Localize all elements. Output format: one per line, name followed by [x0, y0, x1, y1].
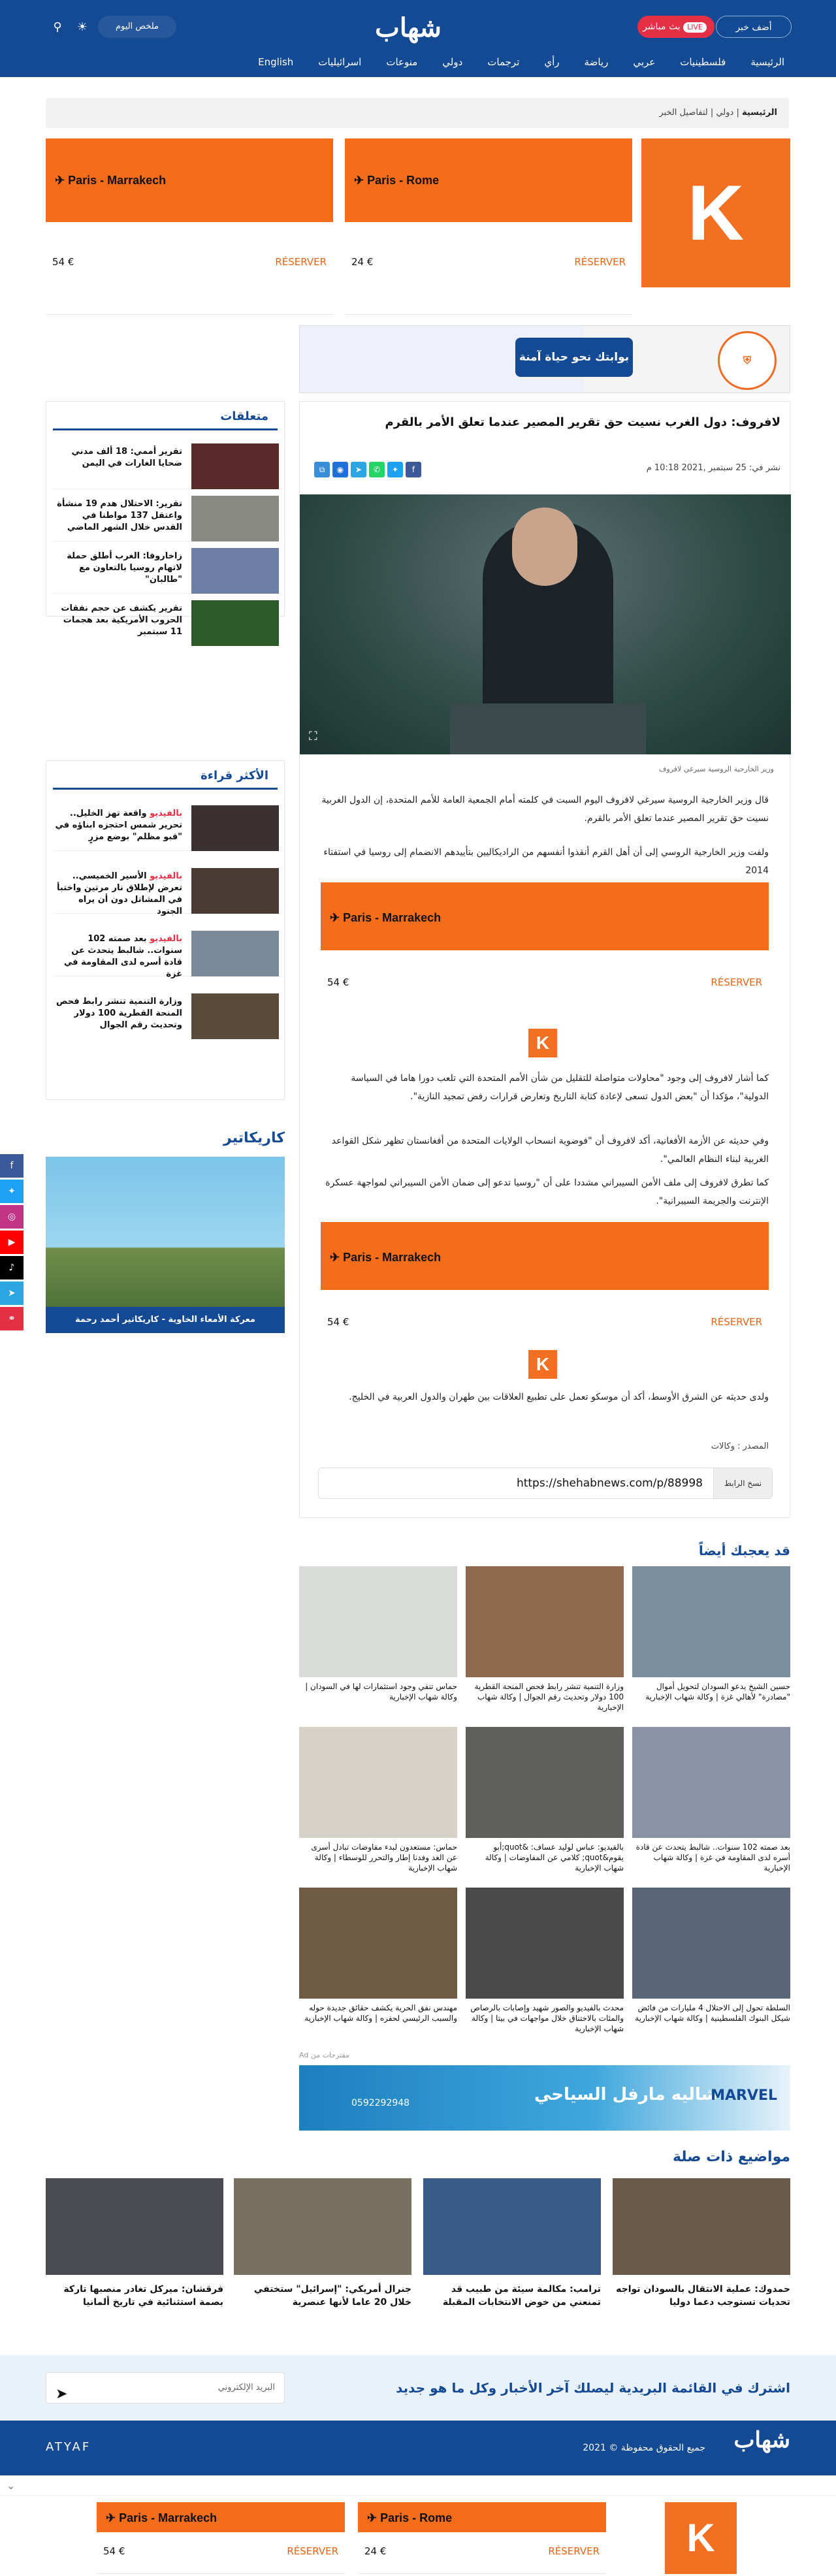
ad-k-logo[interactable]: K	[665, 2502, 737, 2574]
send-icon[interactable]: ➤	[56, 2386, 68, 2402]
related-title: مواضيع ذات صلة	[672, 2149, 790, 2165]
item-title: حماس تنفي وجود استثمارات لها في السودان | وكالة شهاب الإخبارية	[305, 1682, 457, 1701]
sun-icon[interactable]: ☀	[76, 20, 88, 34]
footer-logo[interactable]: شهاب	[733, 2427, 790, 2453]
nav-misc[interactable]: منوعات	[386, 56, 418, 68]
main-nav	[78, 52, 797, 72]
copyright: جميع الحقوق محفوظة © 2021	[583, 2443, 705, 2453]
banner-ad[interactable]	[299, 325, 790, 393]
live-button[interactable]	[637, 16, 715, 38]
sidebar-item[interactable]	[53, 865, 279, 914]
sponsor-label: Ad مقترحات من	[299, 2051, 349, 2059]
telegram-icon[interactable]: ➤	[351, 462, 366, 477]
whatsapp-icon[interactable]: ✆	[369, 462, 385, 477]
article-source: المصدر : وكالات	[711, 1441, 769, 1451]
article	[299, 401, 790, 1518]
tiktok-icon[interactable]: ♪	[0, 1256, 24, 1280]
item-title: حمدوك: عملية الانتقال بالسودان تواجه تحديات تستوجب دعما دوليا	[616, 2284, 790, 2308]
thumbnail	[191, 805, 279, 851]
item-title: فرقشان: ميركل تغادر منصبها تاركة بصمة استثنائية في تاريخ ألمانيا	[63, 2284, 223, 2308]
item-title: جنرال أمريكي: "إسرائيل" ستختفي خلال 20 عاما لأنها عنصرية	[253, 2284, 411, 2308]
fullscreen-icon[interactable]: ⛶	[309, 730, 317, 743]
sponsor-phone: 0592292948	[351, 2098, 410, 2108]
ad-k-logo[interactable]: K	[528, 1350, 557, 1379]
breadcrumb	[46, 98, 789, 128]
sidebar-related	[46, 401, 285, 637]
nav-international[interactable]: دولي	[442, 56, 463, 68]
sidebar-item-text: تقرير يكشف عن حجم نفقات الحروب الأمريكية بعد هجمات 11 سبتمبر	[61, 604, 182, 637]
article-paragraph: ولدى حديثه عن الشرق الأوسط، أكد أن موسكو تعمل على تطبيع العلاقات بين طهران والدول العربية في الخليج.	[349, 1392, 769, 1402]
thumbnail	[46, 2178, 223, 2275]
ad-route: ✈ Paris - Rome	[358, 2502, 606, 2532]
twitter-icon[interactable]: ✦	[387, 462, 403, 477]
thumbnail	[191, 931, 279, 976]
newsletter-bar	[0, 2355, 836, 2421]
nav-translations[interactable]: ترجمات	[487, 56, 520, 68]
inline-ad[interactable]	[321, 882, 769, 1000]
item-title: حسين الشيخ يدعو السودان لتحويل أموال "مصادرة" لأهالي غزة | وكالة شهاب الإخبارية	[645, 1682, 790, 1701]
ad-price: 54 €	[103, 2545, 125, 2557]
sidebar-item-text: تقرير: الاحتلال هدم 19 منشأة واعتقل 137 مواطنا في القدس خلال الشهر الماضي	[57, 499, 182, 532]
ad-reserve[interactable]: RÉSERVER	[711, 976, 762, 988]
sponsored-ad[interactable]	[299, 2051, 790, 2136]
breadcrumb-sep: |	[710, 108, 714, 118]
sponsor-text: شاليه مارفل السياحي	[534, 2085, 718, 2104]
nav-sport[interactable]: رياضة	[584, 56, 609, 68]
ad-k-logo[interactable]: K	[641, 138, 790, 287]
thumbnail	[632, 1727, 790, 1838]
nav-opinion[interactable]: رأي	[544, 56, 560, 68]
site-header	[0, 0, 836, 77]
speaker-head	[512, 507, 577, 586]
sidebar-title: الأكثر قراءة	[53, 761, 278, 790]
daily-summary-button[interactable]: ملخص اليوم	[98, 16, 176, 38]
email-field[interactable]: البريد الإلكتروني ➤	[46, 2372, 285, 2404]
short-link[interactable]: https://shehabnews.com/p/88998	[516, 1477, 703, 1490]
twitter-icon[interactable]: ✦	[0, 1180, 24, 1203]
thumbnail	[466, 1888, 624, 1999]
item-title: بعد صمته 102 سنوات.. شالبط يتحدث عن قادة أسره لدى المقاومة في غزة | وكالة شهاب الإخبارية	[635, 1843, 790, 1873]
copy-icon[interactable]: ⧉	[314, 462, 330, 477]
may-like-item[interactable]	[299, 1566, 457, 1720]
ad-reserve[interactable]: RÉSERVER	[287, 2545, 338, 2557]
telegram-icon[interactable]: ➤	[0, 1281, 24, 1305]
item-title: محدث بالفيديو والصور شهيد وإصابات بالرصاص والمئات بالاختناق خلال مواجهات في بيتا | وكالة شهاب الإخبارية	[470, 2003, 624, 2033]
ad-price: 24 €	[351, 256, 374, 268]
sidebar-title: متعلقات	[53, 402, 278, 430]
sidebar-item-text: بالفيديو بعد صمته 102 سنوات.. شالبط يتحدث عن قادة أسره لدى المقاومة في غزة	[63, 934, 182, 979]
related-item[interactable]	[423, 2178, 601, 2309]
ad-card[interactable]	[97, 2502, 345, 2574]
breadcrumb-sep: |	[736, 108, 739, 118]
may-like-item[interactable]	[632, 1566, 790, 1720]
article-title: لافروف: دول الغرب نسيت حق تقرير المصير عندما تعلق الأمر بالقرم	[385, 415, 780, 429]
sponsor-image	[299, 2065, 790, 2131]
chevron-down-icon[interactable]: ⌄	[7, 2479, 16, 2492]
thumbnail	[632, 1888, 790, 1999]
sidebar-item-text: زاخاروفا: الغرب أطلق حملة لاتهام روسيا بالتعاون مع "طالبان"	[67, 551, 182, 585]
banner-text: بوابتك نحو حياة آمنة	[515, 338, 633, 377]
item-title: السلطة تحول إلى الاحتلال 4 مليارات من فائض شيكل البنوك الفلسطينية | وكالة شهاب الإخبارية	[635, 2003, 790, 2023]
article-paragraph: وفي حديثه عن الأزمة الأفغانية، أكد لافروف أن "فوضوية انسحاب الولايات المتحدة من أفغانستان تظهر شكل القواعد الغربية لبناء النظام العالمي".	[331, 1136, 769, 1165]
thumbnail	[191, 443, 279, 489]
cartoon-block	[46, 1130, 285, 1333]
may-like-item[interactable]	[466, 1566, 624, 1720]
bottom-ad[interactable]	[97, 2502, 737, 2574]
thumbnail	[299, 1727, 457, 1838]
instagram-icon[interactable]: ◎	[0, 1205, 24, 1229]
ad-route: ✈ Paris - Marrakech	[46, 138, 333, 222]
cartoon-title: كاريكاتير	[223, 1130, 285, 1146]
sidebar-item-text: تقرير أممي: 18 ألف مدني ضحايا الغارات في اليمن	[71, 447, 182, 468]
live-badge: LIVE	[683, 22, 707, 33]
cartoon-image[interactable]	[46, 1157, 285, 1307]
sidebar-most-read	[46, 760, 285, 1100]
sidebar-item[interactable]	[53, 598, 279, 646]
breadcrumb-home[interactable]: الرئيسية	[741, 108, 777, 118]
top-ad[interactable]	[46, 138, 790, 315]
messenger-icon[interactable]: ◉	[332, 462, 348, 477]
thumbnail	[191, 548, 279, 594]
item-title: ترامب: مكالمة سيئة من طبيب قد تمنعني من خوض الانتخابات المقبلة	[442, 2284, 601, 2308]
ad-price: 54 €	[327, 976, 349, 988]
site-footer	[0, 2421, 836, 2475]
ad-route: ✈ Paris - Marrakech	[321, 1222, 769, 1290]
banner-logo: ⛨	[718, 331, 777, 390]
nav-home[interactable]: الرئيسية	[750, 56, 784, 68]
may-like-item[interactable]	[299, 1727, 457, 1881]
ad-reserve[interactable]: RÉSERVER	[275, 256, 327, 268]
image-caption: وزير الخارجية الروسية سيرغي لافروف	[659, 765, 774, 773]
sidebar-item[interactable]	[53, 991, 279, 1039]
may-like-item[interactable]	[466, 1727, 624, 1881]
may-like-item[interactable]	[632, 1727, 790, 1881]
thumbnail	[423, 2178, 601, 2275]
ad-card[interactable]	[358, 2502, 606, 2574]
related-item[interactable]	[613, 2178, 790, 2309]
item-title: حماس: مستعدون لبدء مفاوضات تبادل أسرى عن الغد وفدنا إطار والتحرر للوسطاء | وكالة شهاب الإخبارية	[311, 1843, 457, 1873]
link-icon[interactable]: ⚭	[0, 1307, 24, 1330]
youtube-icon[interactable]: ▶	[0, 1231, 24, 1254]
thumbnail	[613, 2178, 790, 2275]
nav-english[interactable]: English	[258, 56, 294, 68]
nav-israeli[interactable]: اسرائيليات	[318, 56, 362, 68]
copy-link-button[interactable]: نسخ الرابط	[713, 1468, 772, 1498]
nav-palestine[interactable]: فلسطينيات	[680, 56, 726, 68]
article-paragraph: قال وزير الخارجية الروسية سيرغي لافروف اليوم السبت في كلمته أمام الجمعية العامة للأمم المتحدة، إن الدول الغربية نسيت حق تقرير المصير عندما تعلق الأمر بالقرم.	[321, 795, 769, 824]
breadcrumb-detail: لتفاصيل الخبر	[659, 108, 708, 118]
ad-price: 54 €	[327, 1316, 349, 1328]
may-like-item[interactable]	[632, 1888, 790, 2042]
ad-reserve[interactable]: RÉSERVER	[711, 1316, 762, 1328]
podium	[450, 703, 646, 754]
related-item[interactable]	[46, 2178, 223, 2309]
item-title: بالفيديو: عباس لوليد عساف: &quot;أبو يقوم&quot; كلامي عن المفاوضات | وكالة شهاب الإخبارية	[485, 1843, 624, 1873]
atyaf-logo[interactable]: ATYAF	[46, 2440, 91, 2454]
thumbnail	[466, 1727, 624, 1838]
inline-ad[interactable]	[321, 1222, 769, 1340]
sponsor-logo: MARVEL	[711, 2087, 777, 2104]
ad-route: ✈ Paris - Marrakech	[321, 882, 769, 950]
ad-reserve[interactable]: RÉSERVER	[574, 256, 626, 268]
sidebar-item-text: بالفيديو الأسير الخميسي.. تعرض لإطلاق نار مرتين واختبأ في المشاتل دون أن يراه الجنود	[57, 871, 182, 916]
breadcrumb-section[interactable]: دولي	[716, 108, 734, 118]
social-bar	[0, 1154, 24, 1332]
thumbnail	[299, 1888, 457, 1999]
sidebar-item[interactable]	[53, 928, 279, 979]
ad-card[interactable]	[46, 138, 333, 315]
share-bar	[314, 462, 421, 477]
ad-price: 24 €	[364, 2545, 387, 2557]
sticky-bottom-ad	[0, 2495, 836, 2576]
publish-date: نشر في: 25 سبتمبر ,2021 10:18 م	[646, 463, 780, 473]
share-link-box	[318, 1468, 773, 1499]
thumbnail	[234, 2178, 411, 2275]
site-logo[interactable]: شهاب	[375, 12, 442, 43]
ad-card[interactable]	[345, 138, 632, 315]
thumbnail	[466, 1566, 624, 1677]
sidebar-item[interactable]	[53, 803, 279, 851]
facebook-icon[interactable]: f	[0, 1154, 24, 1178]
sidebar-item-text: بالفيديو واقعة تهز الخليل.. تحرير شمس احتجزه ابناؤه في "قبو مظلم" بوضع مزرٍ	[55, 809, 182, 842]
article-paragraph: كما تطرق لافروف إلى ملف الأمن السيبراني مشددا على أن "روسيا تدعو إلى ضمان الأمن السيبراني لمواجهة عسكرة الإنترنت والجريمة السيبرانية".	[325, 1178, 769, 1206]
sidebar-item[interactable]	[53, 545, 279, 594]
search-icon[interactable]: ⚲	[53, 20, 62, 34]
sidebar-item-text: وزارة التنمية تنشر رابط فحص المنحة القطرية 100 دولار وتحديث رقم الجوال	[56, 997, 182, 1030]
thumbnail	[191, 868, 279, 914]
article-paragraph: كما أشار لافروف إلى وجود "محاولات متواصلة للتقليل من شأن الأمم المتحدة التي تلعب دورا هاما في السياسة الدولية"، مؤكدا أن "بعض الدول تسعى لإعادة كتابة التاريخ وتعارض قرارات رفض تمجيد النازية".	[351, 1073, 769, 1102]
sidebar-item[interactable]	[53, 441, 279, 489]
thumbnail	[299, 1566, 457, 1677]
newsletter-title: اشترك في القائمة البريدية ليصلك آخر الأخبار وكل ما هو جديد	[396, 2380, 790, 2396]
ad-price: 54 €	[52, 256, 74, 268]
thumbnail	[632, 1566, 790, 1677]
ad-k-logo[interactable]: K	[528, 1029, 557, 1057]
cartoon-caption[interactable]: معركة الأمعاء الخاوية - كاريكاتير أحمد رحمة	[46, 1307, 285, 1333]
ad-route: ✈ Paris - Rome	[345, 138, 632, 222]
may-like-title: قد يعجبك أيضاً	[698, 1543, 790, 1558]
facebook-icon[interactable]: f	[406, 462, 421, 477]
thumbnail	[191, 993, 279, 1039]
item-title: وزارة التنمية تنشر رابط فحص المنحة القطرية 100 دولار وتحديث رقم الجوال | وكالة شهاب الإخبارية	[474, 1682, 624, 1712]
article-image	[300, 494, 791, 754]
thumbnail	[191, 496, 279, 541]
article-paragraph: ولفت وزير الخارجية الروسي إلى أن أهل القرم أنقذوا أنفسهم من الراديكاليين بتأييدهم الانضمام إلى روسيا في استفتاء 2014	[323, 847, 769, 876]
live-label: بث مباشر	[643, 22, 681, 32]
may-like-item[interactable]	[466, 1888, 624, 2042]
sidebar-item[interactable]	[53, 493, 279, 541]
ad-reserve[interactable]: RÉSERVER	[548, 2545, 600, 2557]
add-news-button[interactable]: أضف خبر	[716, 16, 792, 38]
may-like-item[interactable]	[299, 1888, 457, 2042]
related-item[interactable]	[234, 2178, 411, 2309]
thumbnail	[191, 600, 279, 646]
nav-arab[interactable]: عربي	[633, 56, 656, 68]
item-title: مهندس نفق الحرية يكشف حقائق جديدة حوله والسبب الرئيسي لحفره | وكالة شهاب الإخبارية	[304, 2003, 457, 2023]
ad-route: ✈ Paris - Marrakech	[97, 2502, 345, 2532]
